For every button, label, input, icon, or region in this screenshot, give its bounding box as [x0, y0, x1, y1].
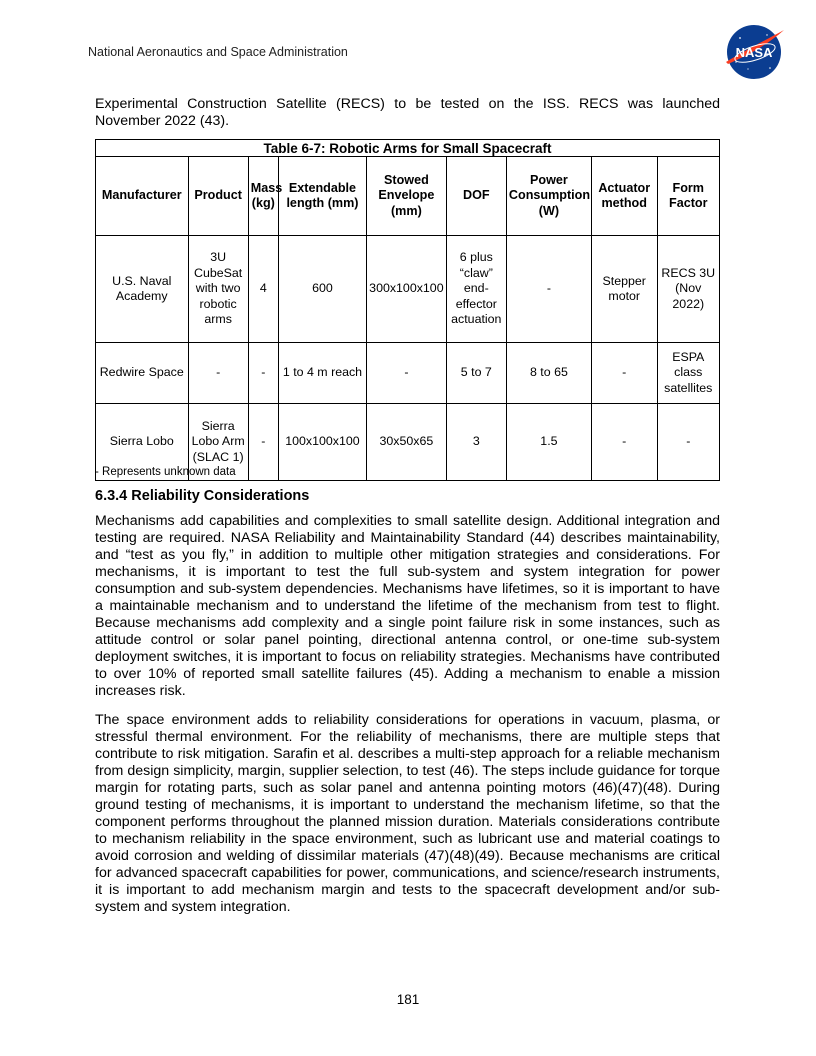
table-row — [96, 236, 720, 343]
table-cell: 30x50x65 — [367, 404, 447, 481]
table-cell: - — [591, 404, 657, 481]
header-cell: DOF — [446, 157, 506, 236]
table-cell: - — [248, 343, 278, 404]
header-cell: Stowed Envelope (mm) — [367, 157, 447, 236]
robotic-arms-table — [95, 139, 720, 481]
header-cell: Actuator method — [591, 157, 657, 236]
table-cell: 5 to 7 — [446, 343, 506, 404]
page-number: 181 — [396, 992, 420, 1007]
table-cell: 3U CubeSat with two robotic arms — [188, 236, 248, 343]
table-cell: Sierra Lobo — [96, 404, 189, 481]
body-paragraph: The space environment adds to reliability considerations for operations in vacuum, plasma, or stressful thermal environment. For the reliability of mechanisms, there are multiple steps that contribute to risk mitigation. Sarafin et al. describes a multi-step approach for a reliable mechanism from design simplicity, margin, supplier selection, to test (46). The steps include guidance for torque margin for rotating parts, such as solar panel and antenna pointing motors (46)(47)(48). During ground testing of mechanisms, it is important to understand the mechanism lifetime, so that the component performs throughout the planned mission duration. Materials considerations contribute to mechanism reliability in the space environment, such as lubricant use and material coatings to avoid corrosion and welding of dissimilar materials (47)(48)(49). Because mechanisms are critical for advanced spacecraft capabilities for power, communications, and science/research instruments, it is important to add mechanism margin and tests to the spacecraft development and/or sub-system and system integration. — [95, 712, 720, 915]
table-note: - Represents unknown data — [95, 466, 236, 478]
table-cell: ESPA class satellites — [657, 343, 719, 404]
table-cell: 6 plus “claw” end-effector actuation — [446, 236, 506, 343]
header-cell: Product — [188, 157, 248, 236]
header-cell: Manufacturer — [96, 157, 189, 236]
header-cell: Power Consumption (W) — [506, 157, 591, 236]
table-cell: - — [506, 236, 591, 343]
table-cell: - — [657, 404, 719, 481]
table-cell: 1 to 4 m reach — [278, 343, 366, 404]
table-cell: 1.5 — [506, 404, 591, 481]
table-cell: 3 — [446, 404, 506, 481]
table-cell: RECS 3U (Nov 2022) — [657, 236, 719, 343]
header-cell: Extendable length (mm) — [278, 157, 366, 236]
table-cell: 8 to 65 — [506, 343, 591, 404]
header-agency-name: National Aeronautics and Space Administration — [88, 45, 348, 59]
intro-paragraph: Experimental Construction Satellite (RECS) to be tested on the ISS. RECS was launched November 2022 (43). — [95, 96, 720, 129]
table-cell: 4 — [248, 236, 278, 343]
table-cell: Sierra Lobo Arm (SLAC 1) — [188, 404, 248, 481]
nasa-logo-text: NASA — [735, 45, 773, 60]
header-cell: Mass (kg) — [248, 157, 278, 236]
table-cell: - — [248, 404, 278, 481]
table-caption: Table 6-7: Robotic Arms for Small Spacecraft — [95, 139, 720, 156]
table-cell: Redwire Space — [96, 343, 189, 404]
table-row — [96, 343, 720, 404]
section-heading: 6.3.4 Reliability Considerations — [95, 488, 310, 504]
nasa-logo — [722, 22, 786, 82]
table-cell: 100x100x100 — [278, 404, 366, 481]
table-header-row — [96, 157, 720, 236]
header-cell: Form Factor — [657, 157, 719, 236]
table-cell: U.S. Naval Academy — [96, 236, 189, 343]
table-cell: 600 — [278, 236, 366, 343]
table-cell: - — [591, 343, 657, 404]
table-cell: - — [188, 343, 248, 404]
body-paragraph: Mechanisms add capabilities and complexities to small satellite design. Additional integration and testing are required. NASA Reliability and Maintainability Standard (44) describes maintainability, and “test as you fly,” in addition to multiple other mitigation strategies and considerations. For mechanisms, it is important to test the full sub-system and system integration for power consumption and sub-system dependencies. Mechanisms have lifetimes, so it is important to have a maintainable mechanism and to understand the lifetime of the mechanism from test to flight. Because mechanisms add complexity and a single point failure risk in some instances, such as attitude control or solar panel pointing, directional antenna control, or one-time sub-system deployment switches, it is important to focus on reliability strategies. Mechanisms have contributed to over 10% of reported small satellite failures (45). Adding a mechanism to enable a mission increases risk. — [95, 513, 720, 699]
table-cell: Stepper motor — [591, 236, 657, 343]
table-cell: - — [367, 343, 447, 404]
table-cell: 300x100x100 — [367, 236, 447, 343]
